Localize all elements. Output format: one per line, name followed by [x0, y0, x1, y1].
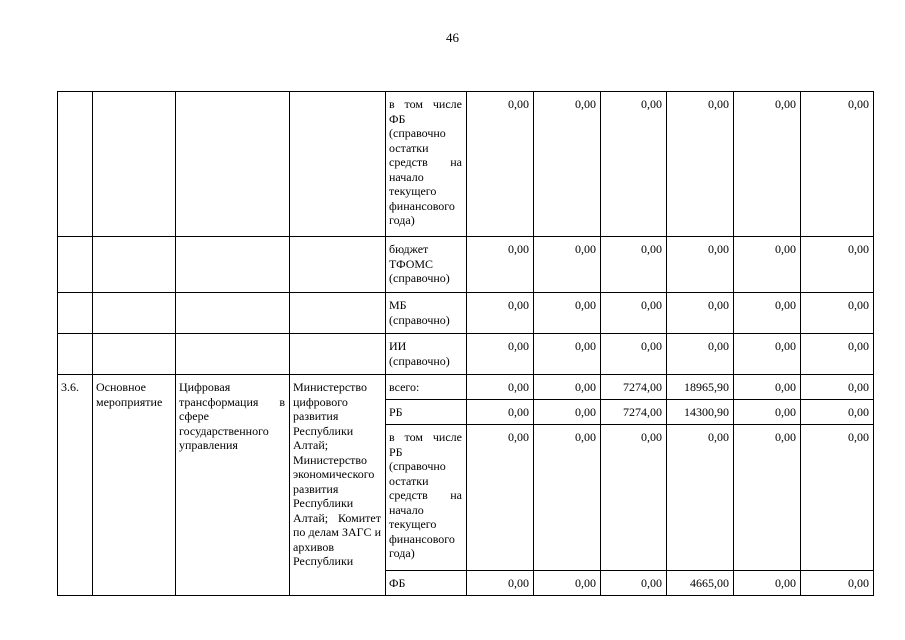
item-number: 3.6.: [58, 375, 93, 596]
value-cell: 0,00: [734, 400, 801, 425]
value-cell: 0,00: [667, 425, 734, 571]
table-row: [58, 293, 874, 334]
status-cell: [93, 92, 176, 237]
source-cell: бюджет ТФОМС (справочно): [386, 237, 467, 293]
value-cell: 0,00: [601, 237, 667, 293]
value-cell: 0,00: [734, 571, 801, 596]
value-cell: 0,00: [467, 334, 534, 375]
value-cell: 0,00: [467, 400, 534, 425]
name-cell: [176, 334, 290, 375]
value-cell: 0,00: [801, 375, 874, 400]
value-cell: 0,00: [734, 334, 801, 375]
value-cell: 0,00: [534, 425, 601, 571]
value-cell: 0,00: [667, 92, 734, 237]
value-cell: 18965,90: [667, 375, 734, 400]
value-cell: 0,00: [467, 571, 534, 596]
source-cell: ИИ (справочно): [386, 334, 467, 375]
value-cell: 4665,00: [667, 571, 734, 596]
value-cell: 0,00: [534, 334, 601, 375]
executor-cell: [290, 293, 386, 334]
value-cell: 7274,00: [601, 375, 667, 400]
value-cell: 0,00: [467, 293, 534, 334]
value-cell: 0,00: [667, 334, 734, 375]
value-cell: 0,00: [801, 92, 874, 237]
value-cell: 0,00: [734, 293, 801, 334]
value-cell: 0,00: [467, 92, 534, 237]
name-cell: [176, 237, 290, 293]
value-cell: 0,00: [801, 400, 874, 425]
executor-cell: [290, 334, 386, 375]
value-cell: 0,00: [534, 375, 601, 400]
value-cell: 0,00: [801, 425, 874, 571]
value-cell: 0,00: [801, 334, 874, 375]
value-cell: 0,00: [801, 293, 874, 334]
status-cell: [93, 293, 176, 334]
source-cell: всего:: [386, 375, 467, 400]
value-cell: 0,00: [534, 400, 601, 425]
value-cell: 0,00: [467, 237, 534, 293]
value-cell: 0,00: [534, 237, 601, 293]
budget-table: [57, 91, 874, 596]
source-cell: МБ (справочно): [386, 293, 467, 334]
value-cell: 0,00: [534, 92, 601, 237]
value-cell: 14300,90: [667, 400, 734, 425]
value-cell: 0,00: [601, 293, 667, 334]
value-cell: 0,00: [534, 293, 601, 334]
executor-cell: [290, 237, 386, 293]
number-cell: [58, 293, 93, 334]
source-cell: ФБ: [386, 571, 467, 596]
name-cell: [176, 92, 290, 237]
page-number: 46: [446, 30, 459, 45]
value-cell: 0,00: [734, 375, 801, 400]
value-cell: 0,00: [801, 237, 874, 293]
source-cell: в том числе РБ (справочно остатки средств на начало текущего финансового года): [386, 425, 467, 571]
item-status: Основное мероприятие: [93, 375, 176, 596]
value-cell: 0,00: [601, 425, 667, 571]
value-cell: 0,00: [601, 334, 667, 375]
source-cell: в том числе ФБ (справочно остатки средств на начало текущего финансового года): [386, 92, 467, 237]
value-cell: 0,00: [667, 293, 734, 334]
value-cell: 0,00: [467, 425, 534, 571]
table-row: [58, 92, 874, 237]
value-cell: 0,00: [801, 571, 874, 596]
status-cell: [93, 334, 176, 375]
value-cell: 0,00: [734, 425, 801, 571]
executor-cell: [290, 92, 386, 237]
number-cell: [58, 237, 93, 293]
value-cell: 0,00: [467, 375, 534, 400]
item-name: Цифровая трансформация в сфере государственного управления: [176, 375, 290, 596]
value-cell: 0,00: [667, 237, 734, 293]
source-cell: РБ: [386, 400, 467, 425]
name-cell: [176, 293, 290, 334]
value-cell: 0,00: [601, 571, 667, 596]
number-cell: [58, 334, 93, 375]
value-cell: 0,00: [734, 92, 801, 237]
value-cell: 0,00: [534, 571, 601, 596]
value-cell: 0,00: [601, 92, 667, 237]
table-row: [58, 334, 874, 375]
number-cell: [58, 92, 93, 237]
status-cell: [93, 237, 176, 293]
item-executor: Министерство цифрового развития Республики Алтай; Министерство экономического развития Республики Алтай; Комитет по делам ЗАГС и архивов Республики: [290, 375, 386, 596]
table-row: [58, 375, 874, 400]
table-row: [58, 237, 874, 293]
value-cell: 0,00: [734, 237, 801, 293]
value-cell: 7274,00: [601, 400, 667, 425]
